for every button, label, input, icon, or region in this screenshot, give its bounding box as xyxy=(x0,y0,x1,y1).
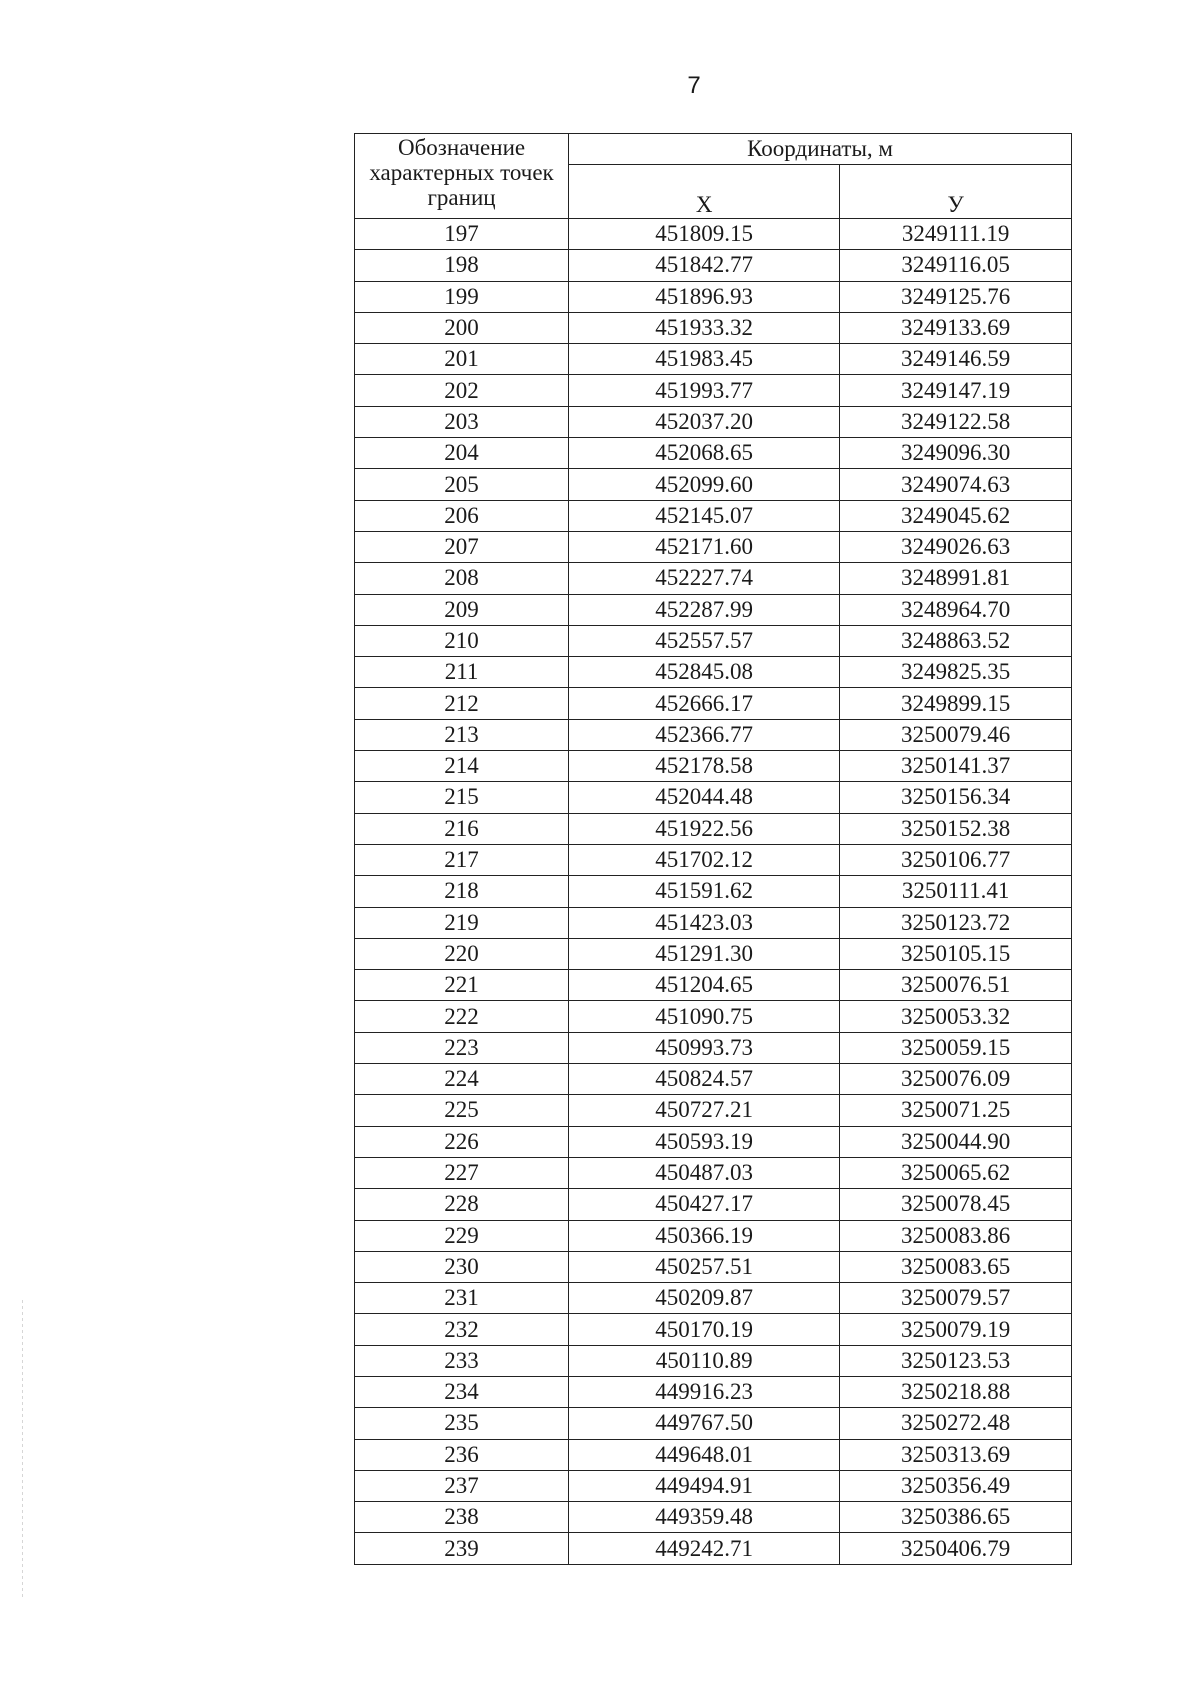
point-number-cell: 219 xyxy=(355,907,569,938)
y-coordinate-cell: 3249122.58 xyxy=(840,406,1072,437)
table-row xyxy=(355,688,1072,719)
table-row xyxy=(355,406,1072,437)
y-coordinate-cell: 3249116.05 xyxy=(840,250,1072,281)
table-row xyxy=(355,1533,1072,1564)
x-coordinate-cell: 452557.57 xyxy=(569,625,840,656)
table-row xyxy=(355,1314,1072,1345)
point-number-cell: 197 xyxy=(355,219,569,250)
table-row xyxy=(355,438,1072,469)
point-designation-header: Обозначение характерных точек границ xyxy=(355,134,569,219)
point-number-cell: 231 xyxy=(355,1283,569,1314)
point-number-cell: 233 xyxy=(355,1345,569,1376)
point-number-cell: 213 xyxy=(355,719,569,750)
table-row xyxy=(355,250,1072,281)
table-row xyxy=(355,1439,1072,1470)
point-number-cell: 203 xyxy=(355,406,569,437)
x-coordinate-cell: 452845.08 xyxy=(569,657,840,688)
table-row xyxy=(355,219,1072,250)
coordinates-header: Координаты, м xyxy=(569,134,1072,165)
x-coordinate-cell: 452145.07 xyxy=(569,500,840,531)
y-column-header: У xyxy=(840,165,1072,219)
y-coordinate-cell: 3250053.32 xyxy=(840,1001,1072,1032)
table-row xyxy=(355,469,1072,500)
y-coordinate-cell: 3250386.65 xyxy=(840,1502,1072,1533)
table-row xyxy=(355,751,1072,782)
table-row xyxy=(355,1283,1072,1314)
table-row xyxy=(355,594,1072,625)
table-row xyxy=(355,844,1072,875)
table-row xyxy=(355,1126,1072,1157)
point-number-cell: 239 xyxy=(355,1533,569,1564)
x-coordinate-cell: 450727.21 xyxy=(569,1095,840,1126)
y-coordinate-cell: 3250356.49 xyxy=(840,1470,1072,1501)
point-number-cell: 205 xyxy=(355,469,569,500)
point-number-cell: 221 xyxy=(355,970,569,1001)
table-row xyxy=(355,312,1072,343)
x-coordinate-cell: 451922.56 xyxy=(569,813,840,844)
y-coordinate-cell: 3250059.15 xyxy=(840,1032,1072,1063)
point-number-cell: 200 xyxy=(355,312,569,343)
y-coordinate-cell: 3249146.59 xyxy=(840,344,1072,375)
y-coordinate-cell: 3249825.35 xyxy=(840,657,1072,688)
table-row xyxy=(355,344,1072,375)
y-coordinate-cell: 3250111.41 xyxy=(840,876,1072,907)
x-coordinate-cell: 451591.62 xyxy=(569,876,840,907)
y-coordinate-cell: 3250071.25 xyxy=(840,1095,1072,1126)
point-number-cell: 199 xyxy=(355,281,569,312)
y-coordinate-cell: 3249899.15 xyxy=(840,688,1072,719)
point-number-cell: 218 xyxy=(355,876,569,907)
table-header xyxy=(355,134,1072,219)
x-coordinate-cell: 451842.77 xyxy=(569,250,840,281)
table-row xyxy=(355,1220,1072,1251)
y-coordinate-cell: 3249125.76 xyxy=(840,281,1072,312)
y-coordinate-cell: 3249111.19 xyxy=(840,219,1072,250)
point-number-cell: 216 xyxy=(355,813,569,844)
point-number-cell: 208 xyxy=(355,563,569,594)
x-coordinate-cell: 452666.17 xyxy=(569,688,840,719)
table-row xyxy=(355,1157,1072,1188)
table-row xyxy=(355,375,1072,406)
x-coordinate-cell: 450487.03 xyxy=(569,1157,840,1188)
x-coordinate-cell: 450257.51 xyxy=(569,1251,840,1282)
point-number-cell: 202 xyxy=(355,375,569,406)
table-row xyxy=(355,813,1072,844)
x-coordinate-cell: 449767.50 xyxy=(569,1408,840,1439)
scan-artifact xyxy=(22,1300,23,1600)
x-coordinate-cell: 452171.60 xyxy=(569,531,840,562)
point-number-cell: 224 xyxy=(355,1064,569,1095)
table-row xyxy=(355,500,1072,531)
y-coordinate-cell: 3250123.53 xyxy=(840,1345,1072,1376)
x-coordinate-cell: 451993.77 xyxy=(569,375,840,406)
point-number-cell: 225 xyxy=(355,1095,569,1126)
point-number-cell: 198 xyxy=(355,250,569,281)
x-coordinate-cell: 451933.32 xyxy=(569,312,840,343)
point-number-cell: 214 xyxy=(355,751,569,782)
point-number-cell: 235 xyxy=(355,1408,569,1439)
y-coordinate-cell: 3250078.45 xyxy=(840,1189,1072,1220)
x-coordinate-cell: 452037.20 xyxy=(569,406,840,437)
table-row xyxy=(355,938,1072,969)
table-row xyxy=(355,719,1072,750)
x-coordinate-cell: 452044.48 xyxy=(569,782,840,813)
y-coordinate-cell: 3250079.46 xyxy=(840,719,1072,750)
y-coordinate-cell: 3250083.65 xyxy=(840,1251,1072,1282)
y-coordinate-cell: 3249074.63 xyxy=(840,469,1072,500)
y-coordinate-cell: 3250156.34 xyxy=(840,782,1072,813)
y-coordinate-cell: 3250065.62 xyxy=(840,1157,1072,1188)
table-row xyxy=(355,1502,1072,1533)
point-number-cell: 217 xyxy=(355,844,569,875)
coordinates-table xyxy=(354,133,1072,1565)
x-coordinate-cell: 451983.45 xyxy=(569,344,840,375)
y-coordinate-cell: 3250076.09 xyxy=(840,1064,1072,1095)
table-row xyxy=(355,1251,1072,1282)
x-coordinate-cell: 450993.73 xyxy=(569,1032,840,1063)
y-coordinate-cell: 3250079.57 xyxy=(840,1283,1072,1314)
point-number-cell: 206 xyxy=(355,500,569,531)
x-coordinate-cell: 452068.65 xyxy=(569,438,840,469)
y-coordinate-cell: 3249026.63 xyxy=(840,531,1072,562)
point-number-cell: 212 xyxy=(355,688,569,719)
point-number-cell: 220 xyxy=(355,938,569,969)
x-coordinate-cell: 451204.65 xyxy=(569,970,840,1001)
point-number-cell: 229 xyxy=(355,1220,569,1251)
y-coordinate-cell: 3250152.38 xyxy=(840,813,1072,844)
point-number-cell: 226 xyxy=(355,1126,569,1157)
x-coordinate-cell: 451090.75 xyxy=(569,1001,840,1032)
x-coordinate-cell: 450427.17 xyxy=(569,1189,840,1220)
y-coordinate-cell: 3250079.19 xyxy=(840,1314,1072,1345)
y-coordinate-cell: 3250272.48 xyxy=(840,1408,1072,1439)
point-number-cell: 222 xyxy=(355,1001,569,1032)
x-coordinate-cell: 452366.77 xyxy=(569,719,840,750)
point-number-cell: 223 xyxy=(355,1032,569,1063)
y-coordinate-cell: 3249096.30 xyxy=(840,438,1072,469)
x-coordinate-cell: 452227.74 xyxy=(569,563,840,594)
table-row xyxy=(355,970,1072,1001)
y-coordinate-cell: 3250123.72 xyxy=(840,907,1072,938)
table-row xyxy=(355,1376,1072,1407)
table-row xyxy=(355,531,1072,562)
x-coordinate-cell: 450824.57 xyxy=(569,1064,840,1095)
table-row xyxy=(355,907,1072,938)
table-row xyxy=(355,1064,1072,1095)
page-number: 7 xyxy=(687,72,701,99)
x-coordinate-cell: 451896.93 xyxy=(569,281,840,312)
point-number-cell: 209 xyxy=(355,594,569,625)
x-coordinate-cell: 450209.87 xyxy=(569,1283,840,1314)
x-coordinate-cell: 450366.19 xyxy=(569,1220,840,1251)
table-row xyxy=(355,625,1072,656)
x-coordinate-cell: 451702.12 xyxy=(569,844,840,875)
y-coordinate-cell: 3248991.81 xyxy=(840,563,1072,594)
point-number-cell: 207 xyxy=(355,531,569,562)
table-row xyxy=(355,1345,1072,1376)
x-coordinate-cell: 451291.30 xyxy=(569,938,840,969)
table-row xyxy=(355,1408,1072,1439)
x-coordinate-cell: 452178.58 xyxy=(569,751,840,782)
x-coordinate-cell: 450170.19 xyxy=(569,1314,840,1345)
table-body xyxy=(355,219,1072,1565)
x-coordinate-cell: 450110.89 xyxy=(569,1345,840,1376)
x-column-header: X xyxy=(569,165,840,219)
table-row xyxy=(355,563,1072,594)
x-coordinate-cell: 452287.99 xyxy=(569,594,840,625)
x-coordinate-cell: 452099.60 xyxy=(569,469,840,500)
y-coordinate-cell: 3250044.90 xyxy=(840,1126,1072,1157)
table-row xyxy=(355,1032,1072,1063)
table-row xyxy=(355,1001,1072,1032)
y-coordinate-cell: 3249133.69 xyxy=(840,312,1072,343)
point-number-cell: 237 xyxy=(355,1470,569,1501)
table-row xyxy=(355,281,1072,312)
x-coordinate-cell: 450593.19 xyxy=(569,1126,840,1157)
x-coordinate-cell: 449359.48 xyxy=(569,1502,840,1533)
y-coordinate-cell: 3248863.52 xyxy=(840,625,1072,656)
y-coordinate-cell: 3248964.70 xyxy=(840,594,1072,625)
point-number-cell: 236 xyxy=(355,1439,569,1470)
point-number-cell: 230 xyxy=(355,1251,569,1282)
table-row xyxy=(355,782,1072,813)
y-coordinate-cell: 3250313.69 xyxy=(840,1439,1072,1470)
y-coordinate-cell: 3250105.15 xyxy=(840,938,1072,969)
table-row xyxy=(355,1470,1072,1501)
point-number-cell: 232 xyxy=(355,1314,569,1345)
table-row xyxy=(355,876,1072,907)
point-number-cell: 215 xyxy=(355,782,569,813)
y-coordinate-cell: 3250076.51 xyxy=(840,970,1072,1001)
x-coordinate-cell: 449242.71 xyxy=(569,1533,840,1564)
x-coordinate-cell: 451809.15 xyxy=(569,219,840,250)
point-number-cell: 201 xyxy=(355,344,569,375)
y-coordinate-cell: 3249147.19 xyxy=(840,375,1072,406)
x-coordinate-cell: 449648.01 xyxy=(569,1439,840,1470)
y-coordinate-cell: 3250106.77 xyxy=(840,844,1072,875)
point-number-cell: 228 xyxy=(355,1189,569,1220)
y-coordinate-cell: 3250218.88 xyxy=(840,1376,1072,1407)
x-coordinate-cell: 449494.91 xyxy=(569,1470,840,1501)
y-coordinate-cell: 3250083.86 xyxy=(840,1220,1072,1251)
y-coordinate-cell: 3250406.79 xyxy=(840,1533,1072,1564)
point-number-cell: 234 xyxy=(355,1376,569,1407)
table-row xyxy=(355,1189,1072,1220)
point-number-cell: 238 xyxy=(355,1502,569,1533)
table-row xyxy=(355,657,1072,688)
point-number-cell: 227 xyxy=(355,1157,569,1188)
x-coordinate-cell: 449916.23 xyxy=(569,1376,840,1407)
point-number-cell: 211 xyxy=(355,657,569,688)
y-coordinate-cell: 3249045.62 xyxy=(840,500,1072,531)
x-coordinate-cell: 451423.03 xyxy=(569,907,840,938)
point-number-cell: 210 xyxy=(355,625,569,656)
table-row xyxy=(355,1095,1072,1126)
point-number-cell: 204 xyxy=(355,438,569,469)
y-coordinate-cell: 3250141.37 xyxy=(840,751,1072,782)
